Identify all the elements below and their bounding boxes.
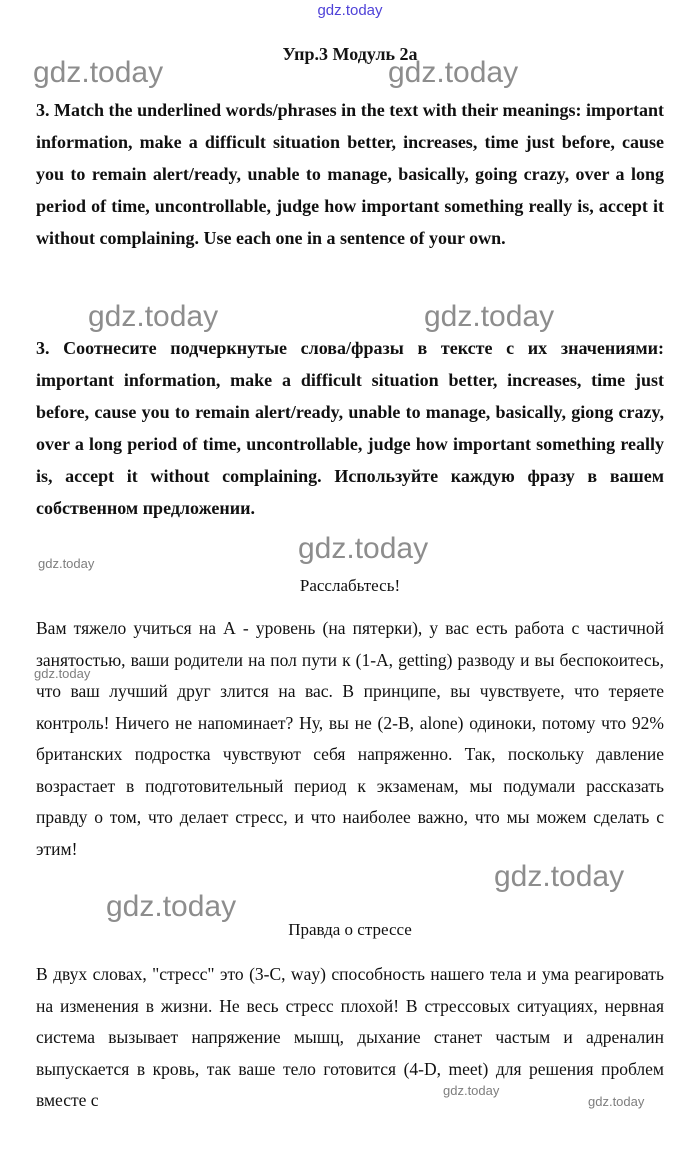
text-paragraph-2: В двух словах, "стресс" это (3-C, way) способность нашего тела и ума реагировать на изменения в жизни. Не весь стресс плохой! В стрессовых ситуациях, нервная система вызывает напряжение мышц, дыхание станет частым и адреналин выпускается в кровь, так ваше тело готовится (4-D, meet) для решения проблем вместе с [36,964,664,1110]
watermark: gdz.today [33,56,164,89]
watermark: gdz.today [38,556,95,571]
watermark: gdz.today [588,1094,645,1109]
text-paragraph-1: Вам тяжело учиться на А - уровень (на пятерки), у вас есть работа с частичной занятостью, ваши родители на пол пути к (1-A, getting) разводу и вы беспокоитесь, что ваш лучший друг злится на вас. В принципе, вы чувствуете, что теряете контроль! Ничего не напоминает? Ну, вы не (2-B, alone) одиноки, потому что 92% британских подростка чувствуют себя напряженно. Так, поскольку давление возрастает в подготовительный период к экзаменам, мы подумали рассказать правду о том, что делает стресс, и что наиболее важно, что мы можем сделать с этим! [36,618,664,859]
watermark: gdz.today [388,56,519,89]
watermark: gdz.today [494,860,625,893]
watermark: gdz.today [443,1083,500,1098]
watermark: gdz.today [88,300,219,333]
section-title-relax: Расслабьтесь! [299,576,401,595]
watermark: gdz.today [106,890,237,923]
watermark: gdz.today [34,666,91,681]
watermark: gdz.today [298,532,429,565]
exercise-title: Упр.3 Модуль 2a [282,44,418,64]
watermark: gdz.today [424,300,555,333]
task-text-english: 3. Match the underlined words/phrases in the text with their meanings: important information, make a difficult situation better, increases, time just before, cause you to remain alert/ready, unable to manage, basically, going crazy, over a long period of time, uncontrollable, judge how important something really is, accept it without complaining. Use each one in a sentence of your own. [36,100,664,248]
site-link[interactable]: gdz.today [317,2,383,19]
task-text-russian: 3. Соотнесите подчеркнутые слова/фразы в тексте с их значениями: important information, make a difficult situation better, increases, time just before, cause you to remain alert/ready, unable to manage, basically, giong crazy, over a long period of time, uncontrollable, judge how important something really is, accept it without complaining. Используйте каждую фразу в вашем собственном предложении. [36,338,664,518]
section-title-stress-truth: Правда о стрессе [288,920,412,939]
